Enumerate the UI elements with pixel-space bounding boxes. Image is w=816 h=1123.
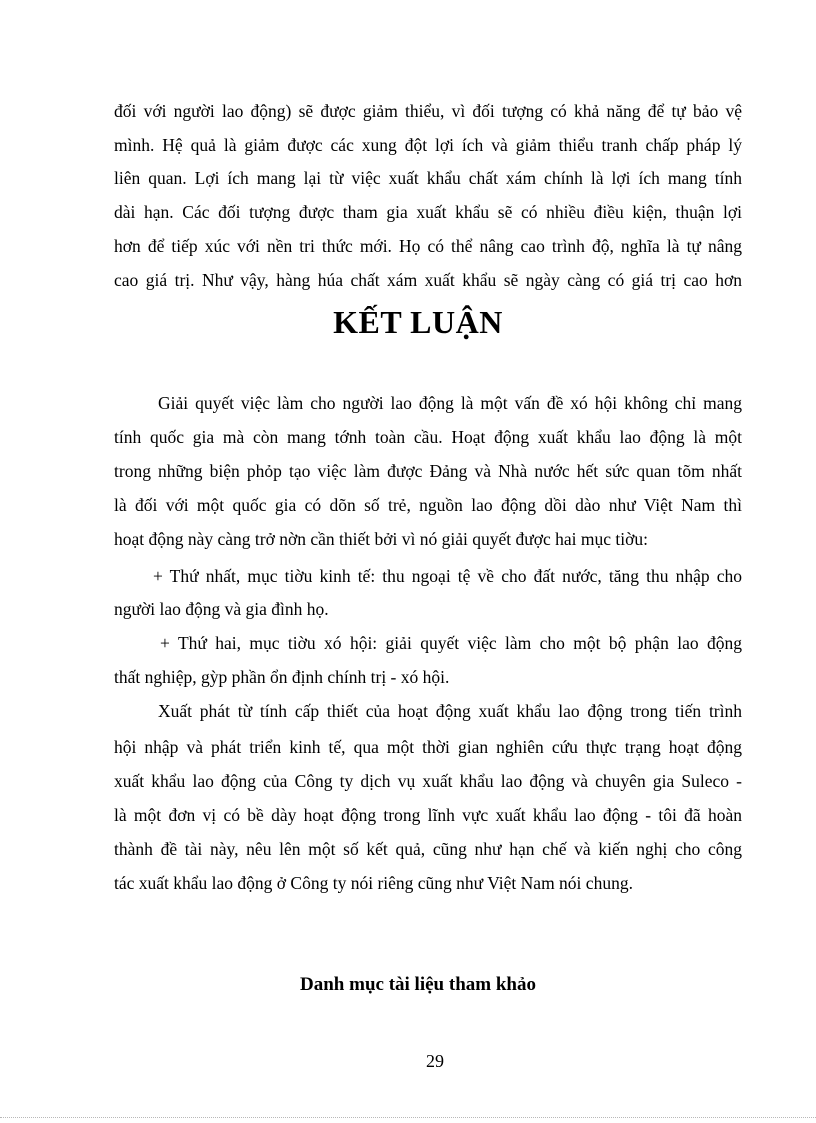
- conclusion-line-2: tính quốc gia mà còn mang tớnh toàn cầu. Hoạt động xuất khẩu lao động là một: [114, 427, 742, 447]
- conclusion-line-14: thành đề tài này, nêu lên một số kết quả, cũng như hạn chế và kiến nghị cho công: [114, 839, 742, 859]
- conclusion-line-5: hoạt động này càng trở nờn cần thiết bởi vì nó giải quyết được hai mục tiờu:: [114, 529, 648, 549]
- conclusion-line-7: người lao động và gia đình họ.: [114, 599, 329, 619]
- references-title: Danh mục tài liệu tham khảo: [300, 974, 536, 995]
- conclusion-line-1: Giải quyết việc làm cho người lao động là một vấn đề xó hội không chỉ mang: [158, 393, 742, 413]
- conclusion-line-9: thất nghiệp, gỳp phần ổn định chính trị - xó hội.: [114, 667, 450, 687]
- page-bottom-rule: [0, 1117, 816, 1118]
- intro-line-1: đối với người lao động) sẽ được giảm thiểu, vì đối tượng có khả năng để tự bảo vệ: [114, 101, 742, 121]
- conclusion-line-3: trong những biện phỏp tạo việc làm được Đảng và Nhà nước hết sức quan tõm nhất: [114, 461, 742, 481]
- intro-line-5: hơn để tiếp xúc với nền tri thức mới. Họ có thể nâng cao trình độ, nghĩa là tự nâng: [114, 236, 742, 256]
- conclusion-line-8: + Thứ hai, mục tiờu xó hội: giải quyết việc làm cho một bộ phận lao động: [160, 633, 742, 653]
- conclusion-line-4: là đối với một quốc gia có dõn số trẻ, nguồn lao động dồi dào như Việt Nam thì: [114, 495, 742, 515]
- intro-line-6: cao giá trị. Như vậy, hàng húa chất xám xuất khẩu sẽ ngày càng có giá trị cao hơn: [114, 270, 742, 290]
- intro-line-4: dài hạn. Các đối tượng được tham gia xuất khẩu sẽ có nhiều điều kiện, thuận lợi: [114, 202, 742, 222]
- conclusion-line-12: xuất khẩu lao động của Công ty dịch vụ xuất khẩu lao động và chuyên gia Suleco -: [114, 771, 742, 791]
- intro-line-2: mình. Hệ quả là giảm được các xung đột lợi ích và giảm thiểu tranh chấp pháp lý: [114, 135, 742, 155]
- conclusion-title: KẾT LUẬN: [333, 304, 503, 340]
- conclusion-line-11: hội nhập và phát triển kinh tế, qua một thời gian nghiên cứu thực trạng hoạt động: [114, 737, 742, 757]
- conclusion-line-13: là một đơn vị có bề dày hoạt động trong lĩnh vực xuất khẩu lao động - tôi đã hoàn: [114, 805, 742, 825]
- conclusion-line-6: + Thứ nhất, mục tiờu kinh tế: thu ngoại tệ về cho đất nước, tăng thu nhập cho: [153, 566, 742, 586]
- page-number: 29: [426, 1051, 444, 1071]
- conclusion-line-15: tác xuất khẩu lao động ở Công ty nói riêng cũng như Việt Nam nói chung.: [114, 873, 633, 893]
- conclusion-line-10: Xuất phát từ tính cấp thiết của hoạt động xuất khẩu lao động trong tiến trình: [158, 701, 742, 721]
- intro-line-3: liên quan. Lợi ích mang lại từ việc xuất khẩu chất xám chính là lợi ích mang tính: [114, 168, 742, 188]
